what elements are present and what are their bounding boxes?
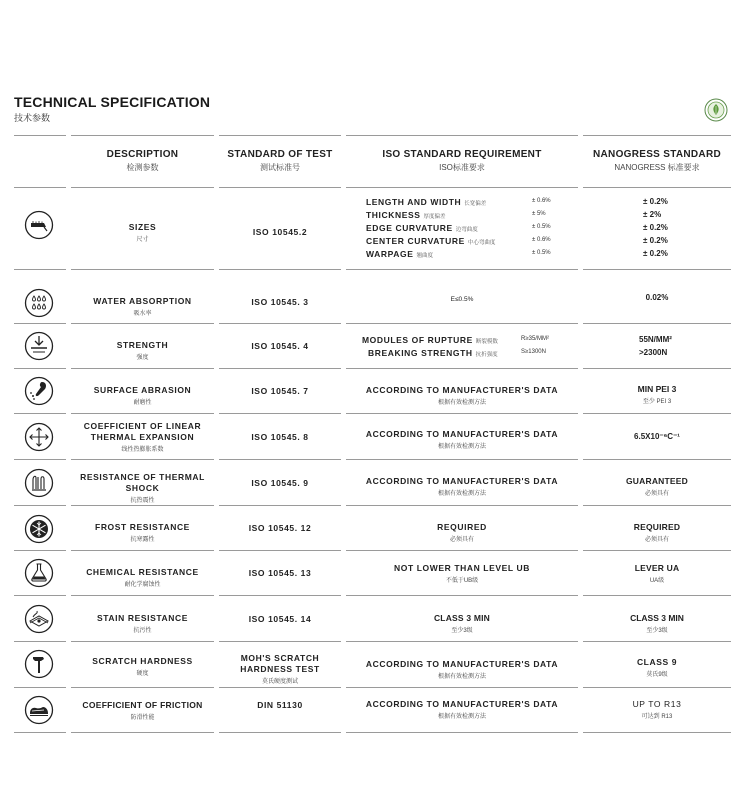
chemical-flask-icon: [24, 558, 54, 588]
shock-description: RESISTANCE OF THERMAL SHOCK 抗热震性: [80, 472, 205, 504]
row-divider: [346, 550, 578, 551]
row-divider: [583, 368, 731, 369]
row-divider: [71, 641, 214, 642]
row-divider: [583, 687, 731, 688]
list-item: LENGTH AND WIDTH 长宽偏差 ± 0.6%: [366, 197, 551, 207]
row-divider: [219, 687, 341, 688]
friction-standard: DIN 51130: [257, 700, 303, 710]
chemical-iso: NOT LOWER THAN LEVEL UB 不低于UB级: [394, 563, 530, 584]
shoe-friction-icon: [24, 695, 54, 725]
row-divider: [583, 269, 731, 270]
divider: [219, 135, 341, 136]
row-divider: [219, 459, 341, 460]
list-item: THICKNESS 厚度偏差 ± 5%: [366, 210, 546, 220]
row-divider: [346, 323, 578, 324]
abrasion-nanogress: MIN PEI 3 至少 PEI 3: [637, 384, 677, 405]
chemical-nanogress: LEVER UA UA级: [634, 563, 680, 584]
row-divider: [583, 732, 731, 733]
shock-nanogress: GUARANTEED 必须具有: [626, 476, 688, 497]
row-divider: [583, 595, 731, 596]
row-divider: [346, 505, 578, 506]
thermal-nanogress: 6.5X10⁻⁶C⁻¹: [634, 432, 680, 441]
abrasion-iso: ACCORDING TO MANUFACTURER'S DATA 根据有效检测方法: [365, 385, 559, 406]
row-divider: [14, 323, 66, 324]
list-item: MODULES OF RUPTURE 断裂模数 R≥35/MM²: [362, 335, 549, 345]
row-divider: [583, 323, 731, 324]
row-divider: [14, 550, 66, 551]
friction-nanogress: UP TO R13 可达到 R13: [632, 699, 682, 720]
row-divider: [71, 505, 214, 506]
frost-nanogress: REQUIRED 必须具有: [633, 522, 681, 543]
list-item: CENTER CURVATURE 中心弯曲度 ± 0.6%: [366, 236, 551, 246]
row-divider: [71, 368, 214, 369]
divider: [583, 135, 731, 136]
row-divider: [14, 413, 66, 414]
row-divider: [346, 687, 578, 688]
frost-iso: REQUIRED 必须具有: [437, 522, 487, 543]
row-divider: [14, 368, 66, 369]
row-divider: [219, 595, 341, 596]
row-divider: [346, 269, 578, 270]
row-divider: [346, 459, 578, 460]
chemical-standard: ISO 10545. 13: [248, 568, 312, 578]
list-item: WARPAGE 翘曲度 ± 0.5%: [366, 249, 551, 259]
row-divider: [346, 732, 578, 733]
abrasion-description: SURFACE ABRASION 耐磨性: [93, 385, 192, 406]
stain-nanogress: CLASS 3 MIN 至少3级: [630, 613, 684, 634]
row-divider: [14, 687, 66, 688]
page-subtitle: 技术参数: [14, 113, 51, 123]
page-title: TECHNICAL SPECIFICATION: [14, 94, 211, 110]
frost-standard: ISO 10545. 12: [248, 523, 312, 533]
row-divider: [219, 368, 341, 369]
row-divider: [219, 269, 341, 270]
row-divider: [14, 269, 66, 270]
expansion-arrows-icon: [24, 422, 54, 452]
row-divider: [346, 641, 578, 642]
list-item: EDGE CURVATURE 边弯曲度 ± 0.5%: [366, 223, 551, 233]
list-item: BREAKING STRENGTH 抗折强度 S≥1300N: [368, 348, 546, 358]
water-standard: ISO 10545. 3: [251, 297, 309, 307]
pressure-strength-icon: [24, 331, 54, 361]
ruler-measuring-icon: [24, 210, 54, 240]
friction-description: COEFFICIENT OF FRICTION 防滑性能: [82, 700, 203, 721]
row-divider: [71, 269, 214, 270]
row-divider: [583, 459, 731, 460]
scratch-standard: MOH'S SCRATCH HARDNESS TEST 莫氏硬度测试: [240, 653, 320, 685]
row-divider: [219, 550, 341, 551]
row-divider: [346, 413, 578, 414]
divider: [71, 135, 214, 136]
strength-nanogress-values: 55N/MM² >2300N: [639, 335, 672, 357]
row-divider: [346, 595, 578, 596]
row-divider: [71, 595, 214, 596]
row-divider: [71, 687, 214, 688]
water-nanogress: 0.02%: [645, 293, 669, 302]
row-divider: [71, 187, 214, 188]
water-description: WATER ABSORPTION 吸水率: [93, 296, 192, 317]
divider: [14, 135, 66, 136]
column-header-standard: STANDARD OF TEST 测试标准号: [227, 149, 333, 172]
thermal-standard: ISO 10545. 8: [251, 432, 309, 442]
row-divider: [219, 505, 341, 506]
scratch-description: SCRATCH HARDNESS 硬度: [92, 656, 193, 677]
scratch-iso: ACCORDING TO MANUFACTURER'S DATA 根据有效检测方法: [365, 659, 559, 680]
row-divider: [71, 323, 214, 324]
row-divider: [583, 413, 731, 414]
column-header-nanogress: NANOGRESS STANDARD NANOGRESS 标准要求: [593, 149, 721, 172]
thermal-description: COEFFICIENT OF LINEAR THERMAL EXPANSION 线性热膨胀系数: [83, 421, 202, 453]
stain-iso: CLASS 3 MIN 至少3级: [433, 613, 491, 634]
row-divider: [346, 187, 578, 188]
thermal-iso: ACCORDING TO MANUFACTURER'S DATA 根据有效检测方法: [365, 429, 559, 450]
strength-iso-requirements: [362, 335, 549, 361]
row-divider: [14, 641, 66, 642]
sizes-standard: ISO 10545.2: [252, 227, 308, 237]
row-divider: [71, 459, 214, 460]
green-certification-badge-icon: [704, 98, 728, 122]
row-divider: [71, 732, 214, 733]
sizes-nanogress-values: ± 0.2% ± 2% ± 0.2% ± 0.2% ± 0.2%: [643, 197, 668, 258]
row-divider: [71, 413, 214, 414]
row-divider: [14, 732, 66, 733]
row-divider: [583, 505, 731, 506]
row-divider: [583, 550, 731, 551]
column-header-iso: ISO STANDARD REQUIREMENT ISO标准要求: [382, 149, 542, 172]
stain-standard: ISO 10545. 14: [248, 614, 312, 624]
divider: [346, 135, 578, 136]
row-divider: [219, 641, 341, 642]
row-divider: [583, 187, 731, 188]
row-divider: [71, 550, 214, 551]
strength-description: STRENGTH 强度: [116, 340, 169, 361]
row-divider: [14, 187, 66, 188]
water-drops-icon: [24, 288, 54, 318]
row-divider: [583, 641, 731, 642]
column-header-description: DESCRIPTION 检测参数: [106, 149, 179, 172]
heat-shock-icon: [24, 468, 54, 498]
shoe-abrasion-icon: [24, 376, 54, 406]
row-divider: [219, 323, 341, 324]
shock-iso: ACCORDING TO MANUFACTURER'S DATA 根据有效检测方法: [365, 476, 559, 497]
row-divider: [14, 595, 66, 596]
stain-description: STAIN RESISTANCE 抗污性: [97, 613, 188, 634]
water-iso: E≤0.5%: [450, 296, 474, 303]
row-divider: [219, 187, 341, 188]
snowflake-icon: [24, 514, 54, 544]
strength-standard: ISO 10545. 4: [251, 341, 309, 351]
stain-tile-icon: [24, 604, 54, 634]
sizes-description: SIZES 尺寸: [128, 222, 157, 243]
scratch-nanogress: CLASS 9 莫氏9级: [636, 657, 678, 678]
row-divider: [219, 413, 341, 414]
frost-description: FROST RESISTANCE 抗寒露性: [95, 522, 190, 543]
row-divider: [346, 368, 578, 369]
row-divider: [14, 459, 66, 460]
chemical-description: CHEMICAL RESISTANCE 耐化学腐蚀性: [86, 567, 199, 588]
abrasion-standard: ISO 10545. 7: [251, 386, 309, 396]
row-divider: [219, 732, 341, 733]
friction-iso: ACCORDING TO MANUFACTURER'S DATA 根据有效检测方法: [365, 699, 559, 720]
shock-standard: ISO 10545. 9: [251, 478, 309, 488]
hammer-icon: [24, 649, 54, 679]
sizes-iso-requirements: [366, 197, 551, 262]
row-divider: [14, 505, 66, 506]
